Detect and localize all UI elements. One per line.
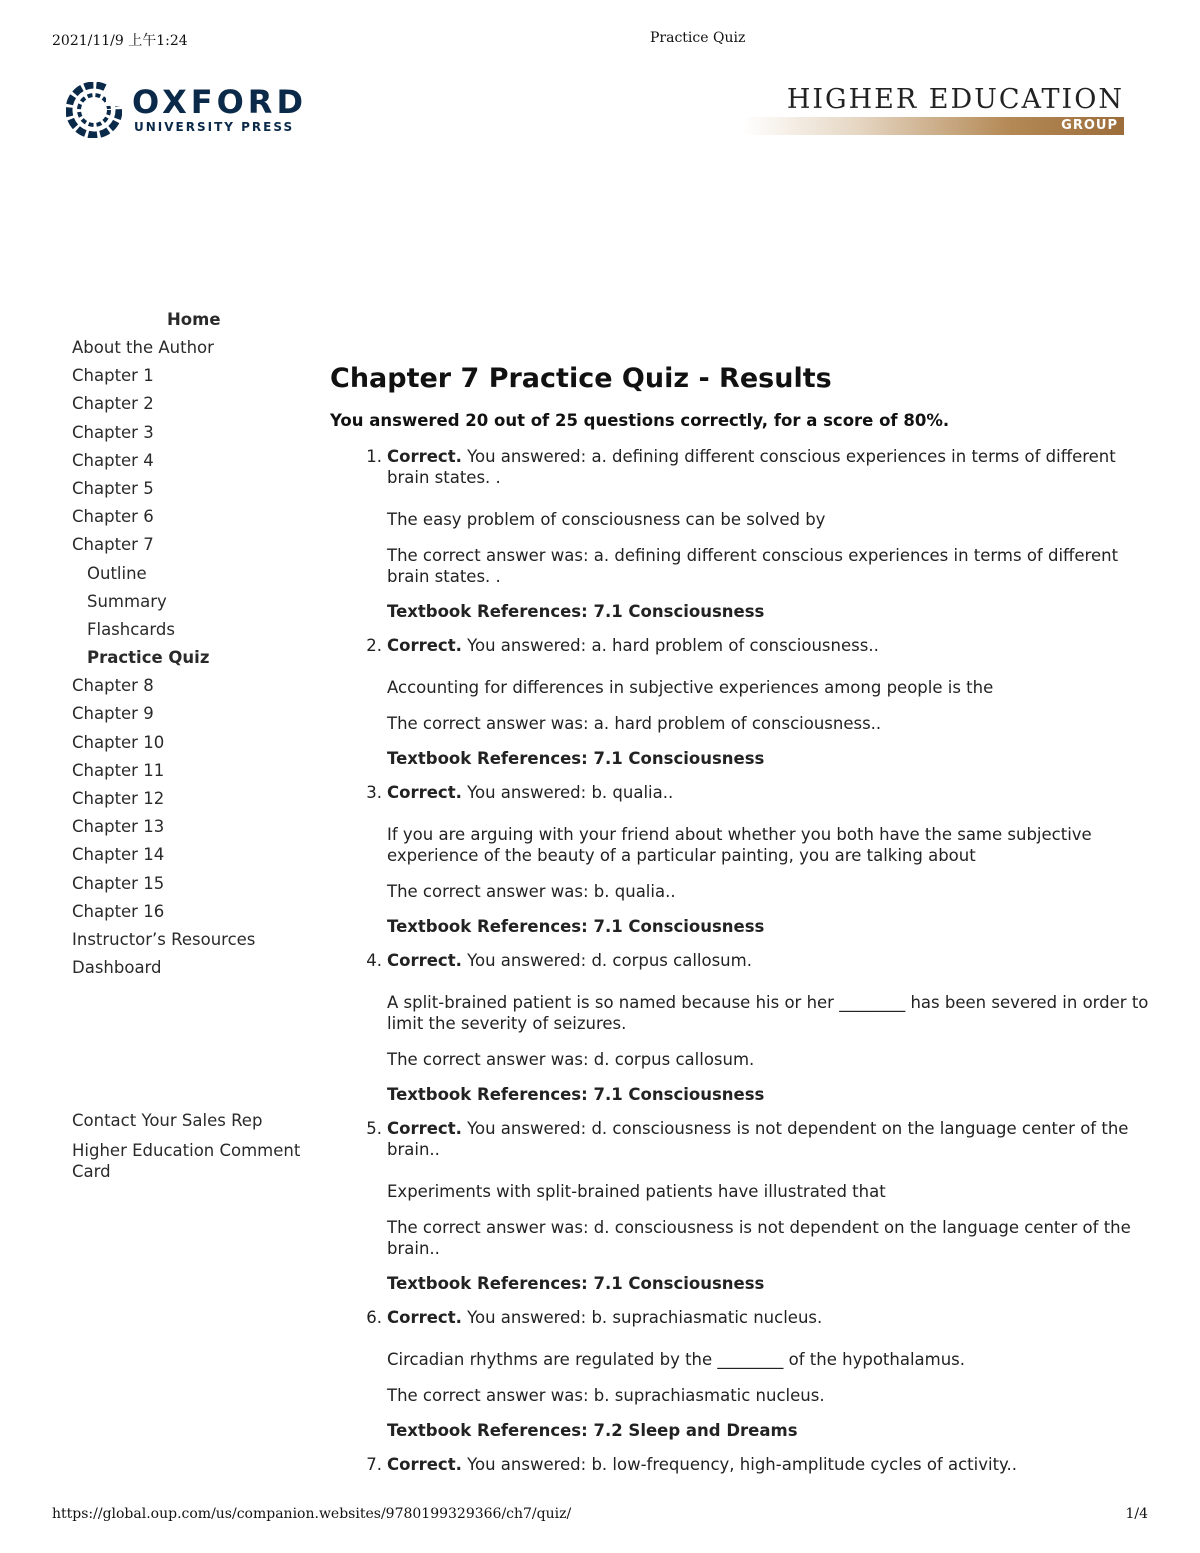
status-label: Correct. bbox=[387, 951, 462, 970]
answered-text: You answered: b. suprachiasmatic nucleus. bbox=[467, 1308, 823, 1327]
sidebar-item-chapter-3[interactable]: Chapter 3 bbox=[72, 422, 154, 442]
textbook-reference: Textbook References: 7.1 Consciousness bbox=[387, 917, 765, 936]
correct-answer: The correct answer was: d. corpus callosum. bbox=[387, 1050, 755, 1069]
results-list bbox=[330, 446, 1160, 1475]
sidebar-item-chapter-13[interactable]: Chapter 13 bbox=[72, 817, 165, 837]
status-label: Correct. bbox=[387, 1119, 462, 1138]
your-answer bbox=[387, 1307, 1160, 1328]
your-answer bbox=[387, 446, 1160, 488]
sidebar-item-chapter-1[interactable]: Chapter 1 bbox=[72, 366, 154, 386]
answered-text: You answered: a. defining different conscious experiences in terms of different brain states. . bbox=[387, 447, 1116, 487]
page-title: Chapter 7 Practice Quiz - Results bbox=[330, 363, 832, 394]
sidebar-item-higher-education-comment-card[interactable]: Higher Education Comment Card bbox=[72, 1141, 301, 1181]
status-label: Correct. bbox=[387, 783, 462, 802]
result-item bbox=[330, 446, 1160, 622]
oup-subtitle: UNIVERSITY PRESS bbox=[134, 120, 295, 134]
status-label: Correct. bbox=[387, 1455, 462, 1474]
sidebar-item-chapter-7[interactable]: Chapter 7 bbox=[72, 535, 154, 555]
heg-title: HIGHER EDUCATION bbox=[786, 84, 1124, 115]
textbook-reference: Textbook References: 7.2 Sleep and Dreams bbox=[387, 1421, 798, 1440]
answered-text: You answered: b. qualia.. bbox=[467, 783, 674, 802]
sidebar-item-chapter-15[interactable]: Chapter 15 bbox=[72, 873, 165, 893]
oup-wordmark: OXFORD bbox=[132, 83, 307, 121]
your-answer bbox=[387, 635, 1160, 656]
correct-answer: The correct answer was: b. suprachiasmatic nucleus. bbox=[387, 1386, 825, 1405]
result-number: 7. bbox=[366, 1455, 382, 1474]
sidebar-item-chapter-4[interactable]: Chapter 4 bbox=[72, 450, 154, 470]
result-number: 3. bbox=[366, 783, 382, 802]
sidebar-item-contact-your-sales-rep[interactable]: Contact Your Sales Rep bbox=[72, 1111, 263, 1130]
result-item bbox=[330, 950, 1160, 1105]
print-header bbox=[0, 30, 1200, 50]
result-item bbox=[330, 1454, 1160, 1475]
textbook-reference: Textbook References: 7.1 Consciousness bbox=[387, 1085, 765, 1104]
sidebar-bottom-nav bbox=[72, 1110, 322, 1191]
your-answer bbox=[387, 1454, 1160, 1475]
answered-text: You answered: b. low-frequency, high-amplitude cycles of activity.. bbox=[467, 1455, 1017, 1474]
question-text: Accounting for differences in subjective experiences among people is the bbox=[387, 678, 994, 697]
correct-answer: The correct answer was: d. consciousness is not dependent on the language center of the brain.. bbox=[387, 1218, 1131, 1258]
answered-text: You answered: d. corpus callosum. bbox=[467, 951, 752, 970]
sidebar-nav bbox=[72, 306, 322, 982]
result-number: 1. bbox=[366, 447, 382, 466]
print-url: https://global.oup.com/us/companion.websites/9780199329366/ch7/quiz/ bbox=[52, 1506, 572, 1522]
result-number: 5. bbox=[366, 1119, 382, 1138]
your-answer bbox=[387, 950, 1160, 971]
textbook-reference: Textbook References: 7.1 Consciousness bbox=[387, 602, 765, 621]
sidebar-item-chapter-16[interactable]: Chapter 16 bbox=[72, 901, 165, 921]
oup-logo[interactable] bbox=[66, 82, 306, 142]
sidebar-item-chapter-14[interactable]: Chapter 14 bbox=[72, 845, 165, 865]
sidebar-item-chapter-2[interactable]: Chapter 2 bbox=[72, 394, 154, 414]
question-text: The easy problem of consciousness can be solved by bbox=[387, 510, 826, 529]
result-item bbox=[330, 1307, 1160, 1441]
quiz-results bbox=[330, 360, 1160, 1496]
sidebar-item-summary[interactable]: Summary bbox=[87, 591, 167, 611]
nav-bottom-list bbox=[72, 1110, 322, 1182]
print-title: Practice Quiz bbox=[650, 30, 746, 46]
sidebar-item-chapter-9[interactable]: Chapter 9 bbox=[72, 704, 154, 724]
higher-education-group-logo[interactable] bbox=[738, 84, 1128, 138]
print-footer bbox=[0, 1506, 1200, 1526]
your-answer bbox=[387, 782, 1160, 803]
status-label: Correct. bbox=[387, 447, 462, 466]
result-number: 6. bbox=[366, 1308, 382, 1327]
sidebar-item-about-the-author[interactable]: About the Author bbox=[72, 338, 214, 357]
oup-emblem-icon bbox=[66, 82, 122, 138]
status-label: Correct. bbox=[387, 636, 462, 655]
textbook-reference: Textbook References: 7.1 Consciousness bbox=[387, 1274, 765, 1293]
nav-home-link[interactable]: Home bbox=[167, 310, 221, 329]
sidebar-item-flashcards[interactable]: Flashcards bbox=[87, 619, 175, 639]
answered-text: You answered: d. consciousness is not dependent on the language center of the brain.. bbox=[387, 1119, 1129, 1159]
sidebar-item-dashboard[interactable]: Dashboard bbox=[72, 958, 162, 978]
status-label: Correct. bbox=[387, 1308, 462, 1327]
heg-group-label: GROUP bbox=[1061, 118, 1118, 133]
result-number: 2. bbox=[366, 636, 382, 655]
question-text: If you are arguing with your friend about whether you both have the same subjective experience of the beauty of a particular painting, you are talking about bbox=[387, 825, 1092, 865]
sidebar-item-chapter-12[interactable]: Chapter 12 bbox=[72, 789, 165, 808]
question-text: A split-brained patient is so named because his or her ________ has been severed in order to limit the severity of seizures. bbox=[387, 993, 1149, 1033]
sidebar-item-chapter-11[interactable]: Chapter 11 bbox=[72, 760, 165, 780]
sidebar-item-instructor-s-resources[interactable]: Instructor’s Resources bbox=[72, 929, 256, 949]
sidebar-item-chapter-5[interactable]: Chapter 5 bbox=[72, 478, 154, 498]
sidebar-item-chapter-6[interactable]: Chapter 6 bbox=[72, 507, 154, 527]
textbook-reference: Textbook References: 7.1 Consciousness bbox=[387, 749, 765, 768]
sidebar-item-outline[interactable]: Outline bbox=[87, 563, 147, 583]
your-answer bbox=[387, 1118, 1160, 1160]
print-date: 2021/11/9 上午1:24 bbox=[52, 33, 188, 49]
result-item bbox=[330, 1118, 1160, 1294]
result-item bbox=[330, 635, 1160, 769]
print-page-number: 1/4 bbox=[1125, 1506, 1148, 1522]
nav-list bbox=[72, 334, 322, 982]
answered-text: You answered: a. hard problem of consciousness.. bbox=[467, 636, 879, 655]
question-text: Circadian rhythms are regulated by the ________ of the hypothalamus. bbox=[387, 1350, 966, 1369]
correct-answer: The correct answer was: a. defining different conscious experiences in terms of different brain states. . bbox=[387, 546, 1119, 586]
correct-answer: The correct answer was: b. qualia.. bbox=[387, 882, 676, 901]
result-item bbox=[330, 782, 1160, 937]
sidebar-item-chapter-10[interactable]: Chapter 10 bbox=[72, 732, 165, 752]
question-text: Experiments with split-brained patients have illustrated that bbox=[387, 1182, 886, 1201]
sidebar-item-chapter-8[interactable]: Chapter 8 bbox=[72, 676, 154, 696]
result-number: 4. bbox=[366, 951, 382, 970]
correct-answer: The correct answer was: a. hard problem of consciousness.. bbox=[387, 714, 882, 733]
score-summary: You answered 20 out of 25 questions correctly, for a score of 80%. bbox=[330, 411, 950, 430]
sidebar-item-practice-quiz[interactable]: Practice Quiz bbox=[87, 648, 210, 668]
